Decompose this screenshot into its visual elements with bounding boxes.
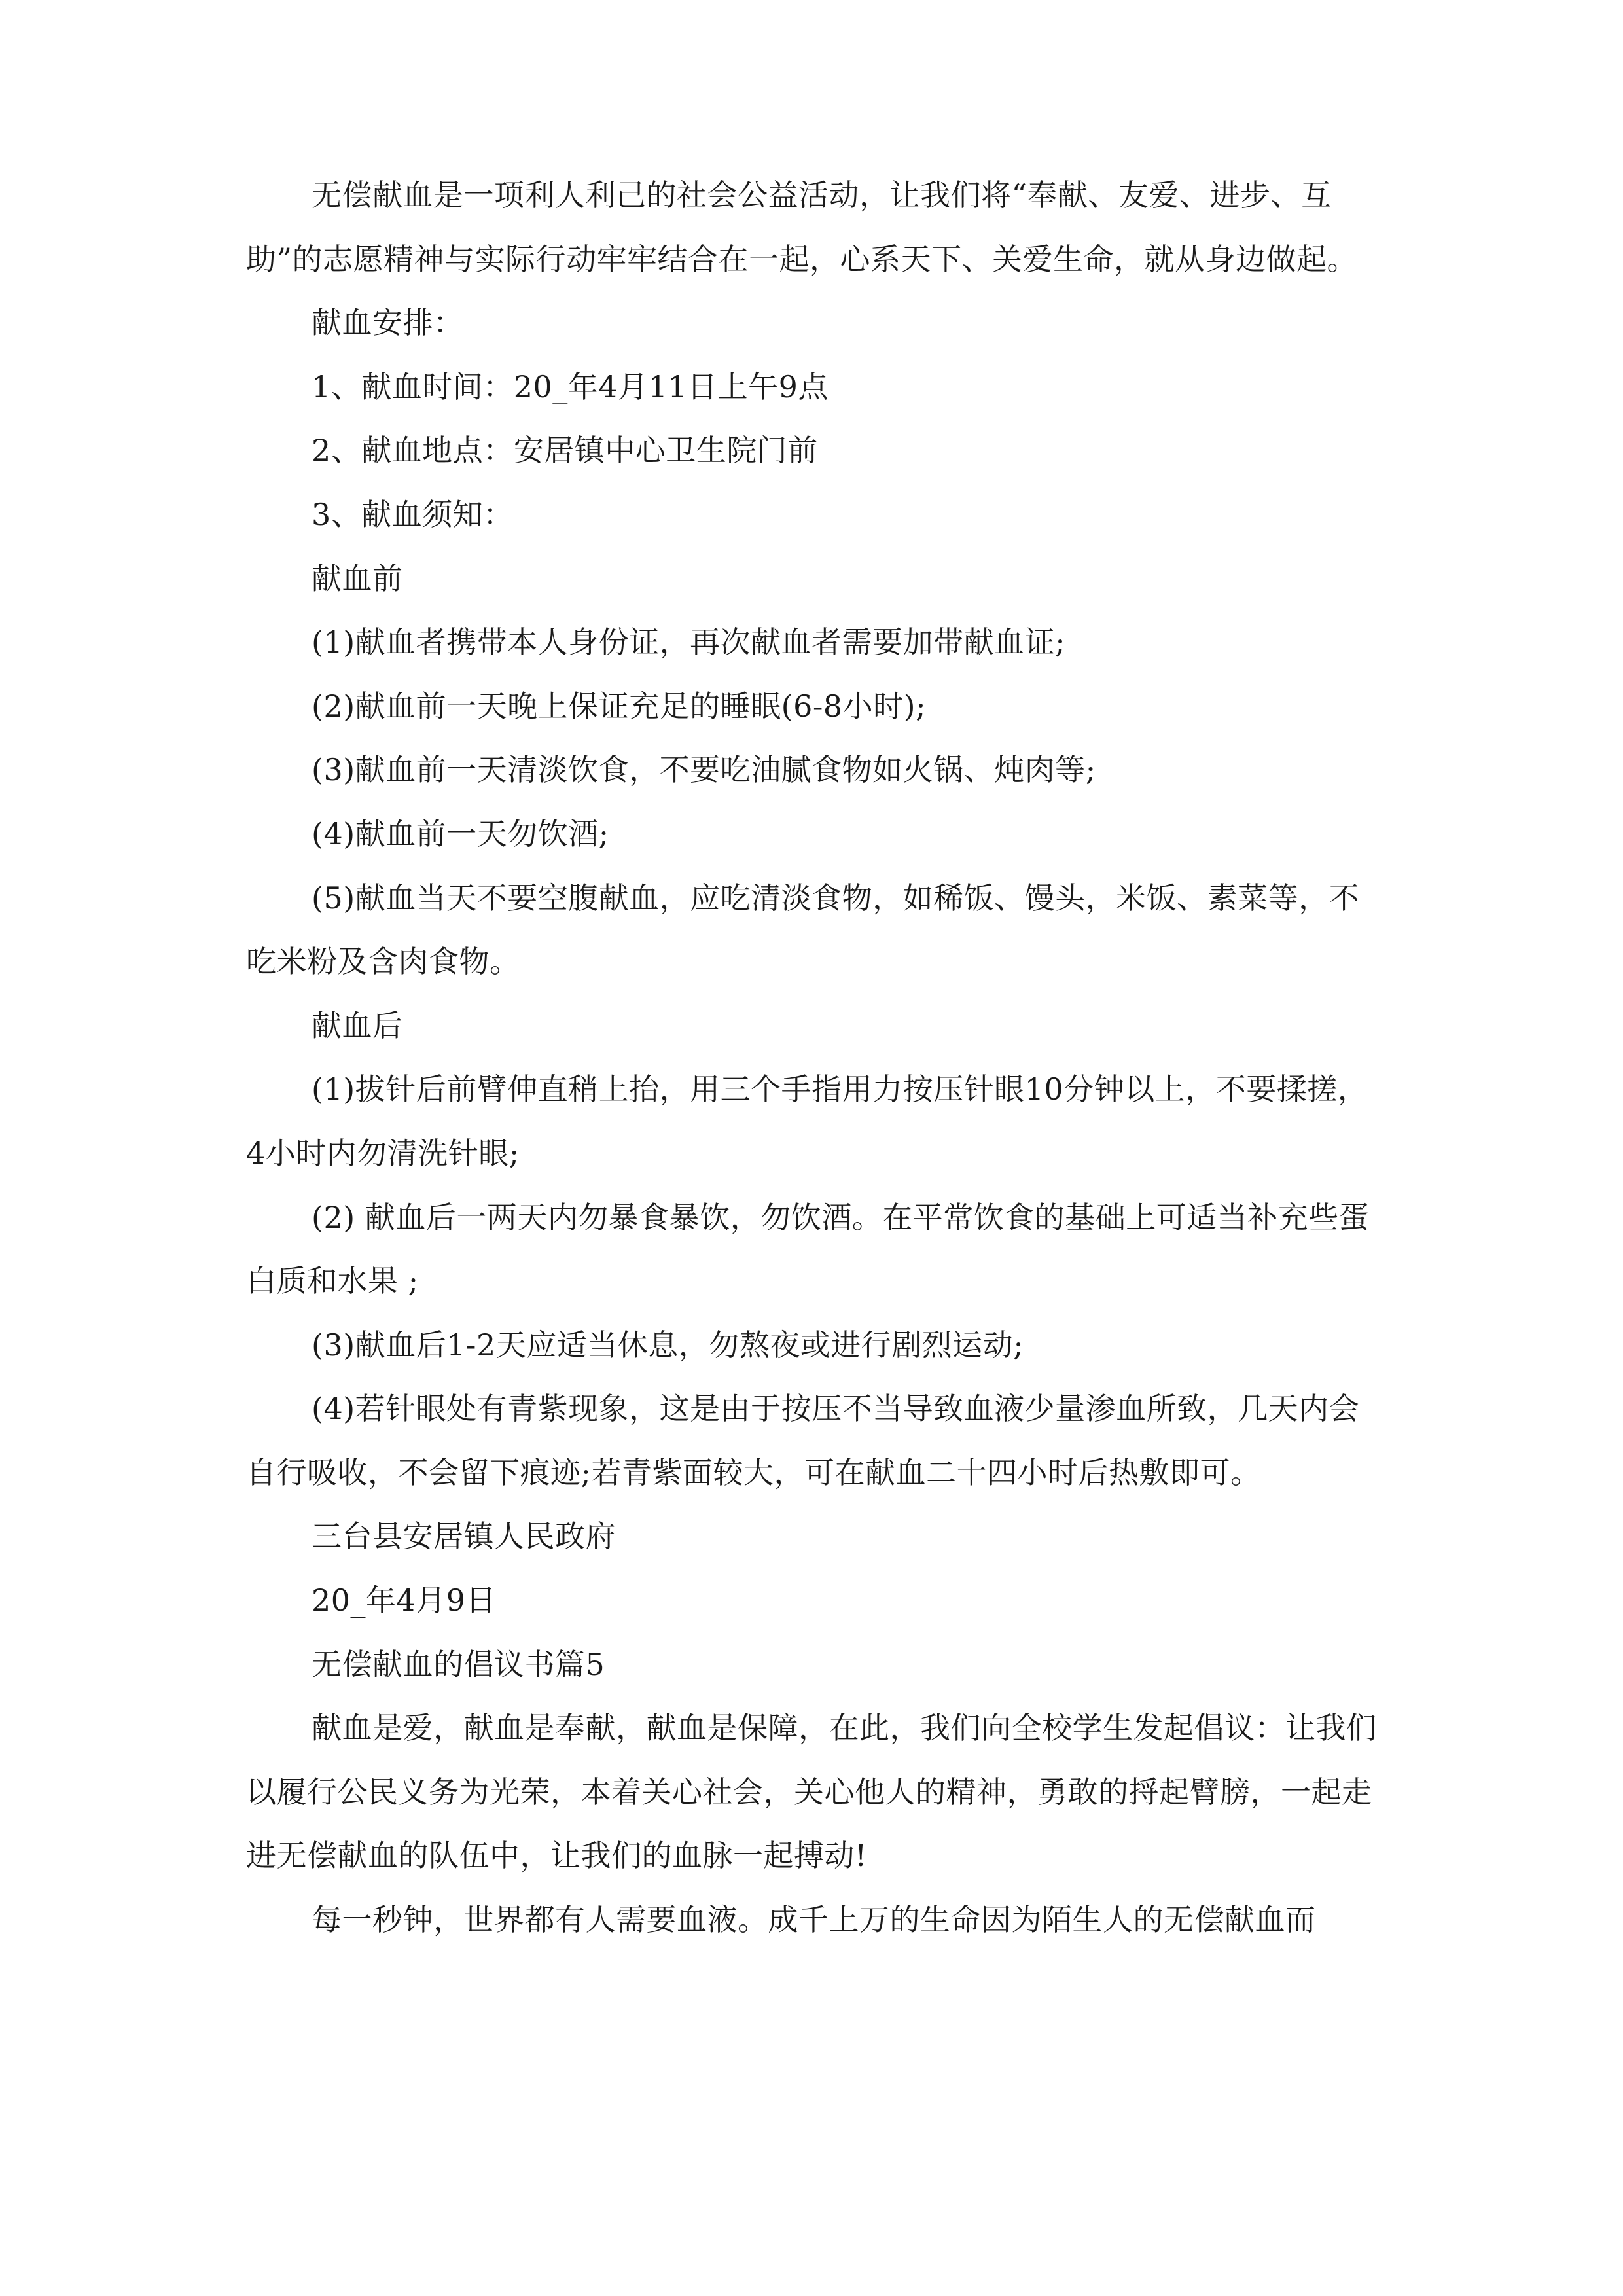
- after-item-1: (1)拔针后前臂伸直稍上抬，用三个手指用力按压针眼10分钟以上，不要揉搓，4小时内勿清洗针眼;: [246, 1071, 1368, 1171]
- paragraph-every-second: 每一秒钟，世界都有人需要血液。成千上万的生命因为陌生人的无偿献血而: [312, 1902, 1316, 1938]
- before-item-3: (3)献血前一天清淡饮食，不要吃油腻食物如火锅、炖肉等;: [312, 752, 1096, 788]
- section-title: 无偿献血的倡议书篇5: [312, 1646, 605, 1682]
- after-item-3: (3)献血后1-2天应适当休息，勿熬夜或进行剧烈运动;: [312, 1327, 1024, 1363]
- paragraph-proposal: 献血是爱，献血是奉献，献血是保障，在此，我们向全校学生发起倡议：让我们以履行公民义务为光荣，本着关心社会，关心他人的精神，勇敢的捋起臂膀，一起走进无偿献血的队伍中，让我们的血脉一起搏动!: [246, 1710, 1377, 1874]
- arrangement-notice: 3、献血须知：: [312, 496, 514, 532]
- heading-arrangement: 献血安排：: [312, 305, 464, 341]
- arrangement-time: 1、献血时间：20_年4月11日上午9点: [312, 368, 829, 404]
- heading-after-donation: 献血后: [312, 1007, 403, 1043]
- signature-date: 20_年4月9日: [312, 1583, 497, 1619]
- heading-before-donation: 献血前: [312, 560, 403, 596]
- before-item-2: (2)献血前一天晚上保证充足的睡眠(6-8小时);: [312, 688, 927, 724]
- arrangement-location: 2、献血地点：安居镇中心卫生院门前: [312, 433, 818, 469]
- document-body: [246, 164, 1381, 1952]
- signature-organization: 三台县安居镇人民政府: [312, 1518, 616, 1554]
- after-item-4: (4)若针眼处有青紫现象，这是由于按压不当导致血液少量渗血所致，几天内会自行吸收，不会留下痕迹;若青紫面较大，可在献血二十四小时后热敷即可。: [246, 1391, 1360, 1490]
- before-item-1: (1)献血者携带本人身份证，再次献血者需要加带献血证;: [312, 624, 1066, 660]
- paragraph-intro: 无偿献血是一项利人利己的社会公益活动，让我们将“奉献、友爱、进步、互助”的志愿精神与实际行动牢牢结合在一起，心系天下、关爱生命，就从身边做起。: [246, 177, 1358, 277]
- before-item-4: (4)献血前一天勿饮酒;: [312, 816, 609, 852]
- before-item-5: (5)献血当天不要空腹献血，应吃清淡食物，如稀饭、馒头，米饭、素菜等，不吃米粉及含肉食物。: [246, 880, 1360, 980]
- after-item-2: (2) 献血后一两天内勿暴食暴饮，勿饮酒。在平常饮食的基础上可适当补充些蛋白质和水果 ;: [246, 1199, 1370, 1299]
